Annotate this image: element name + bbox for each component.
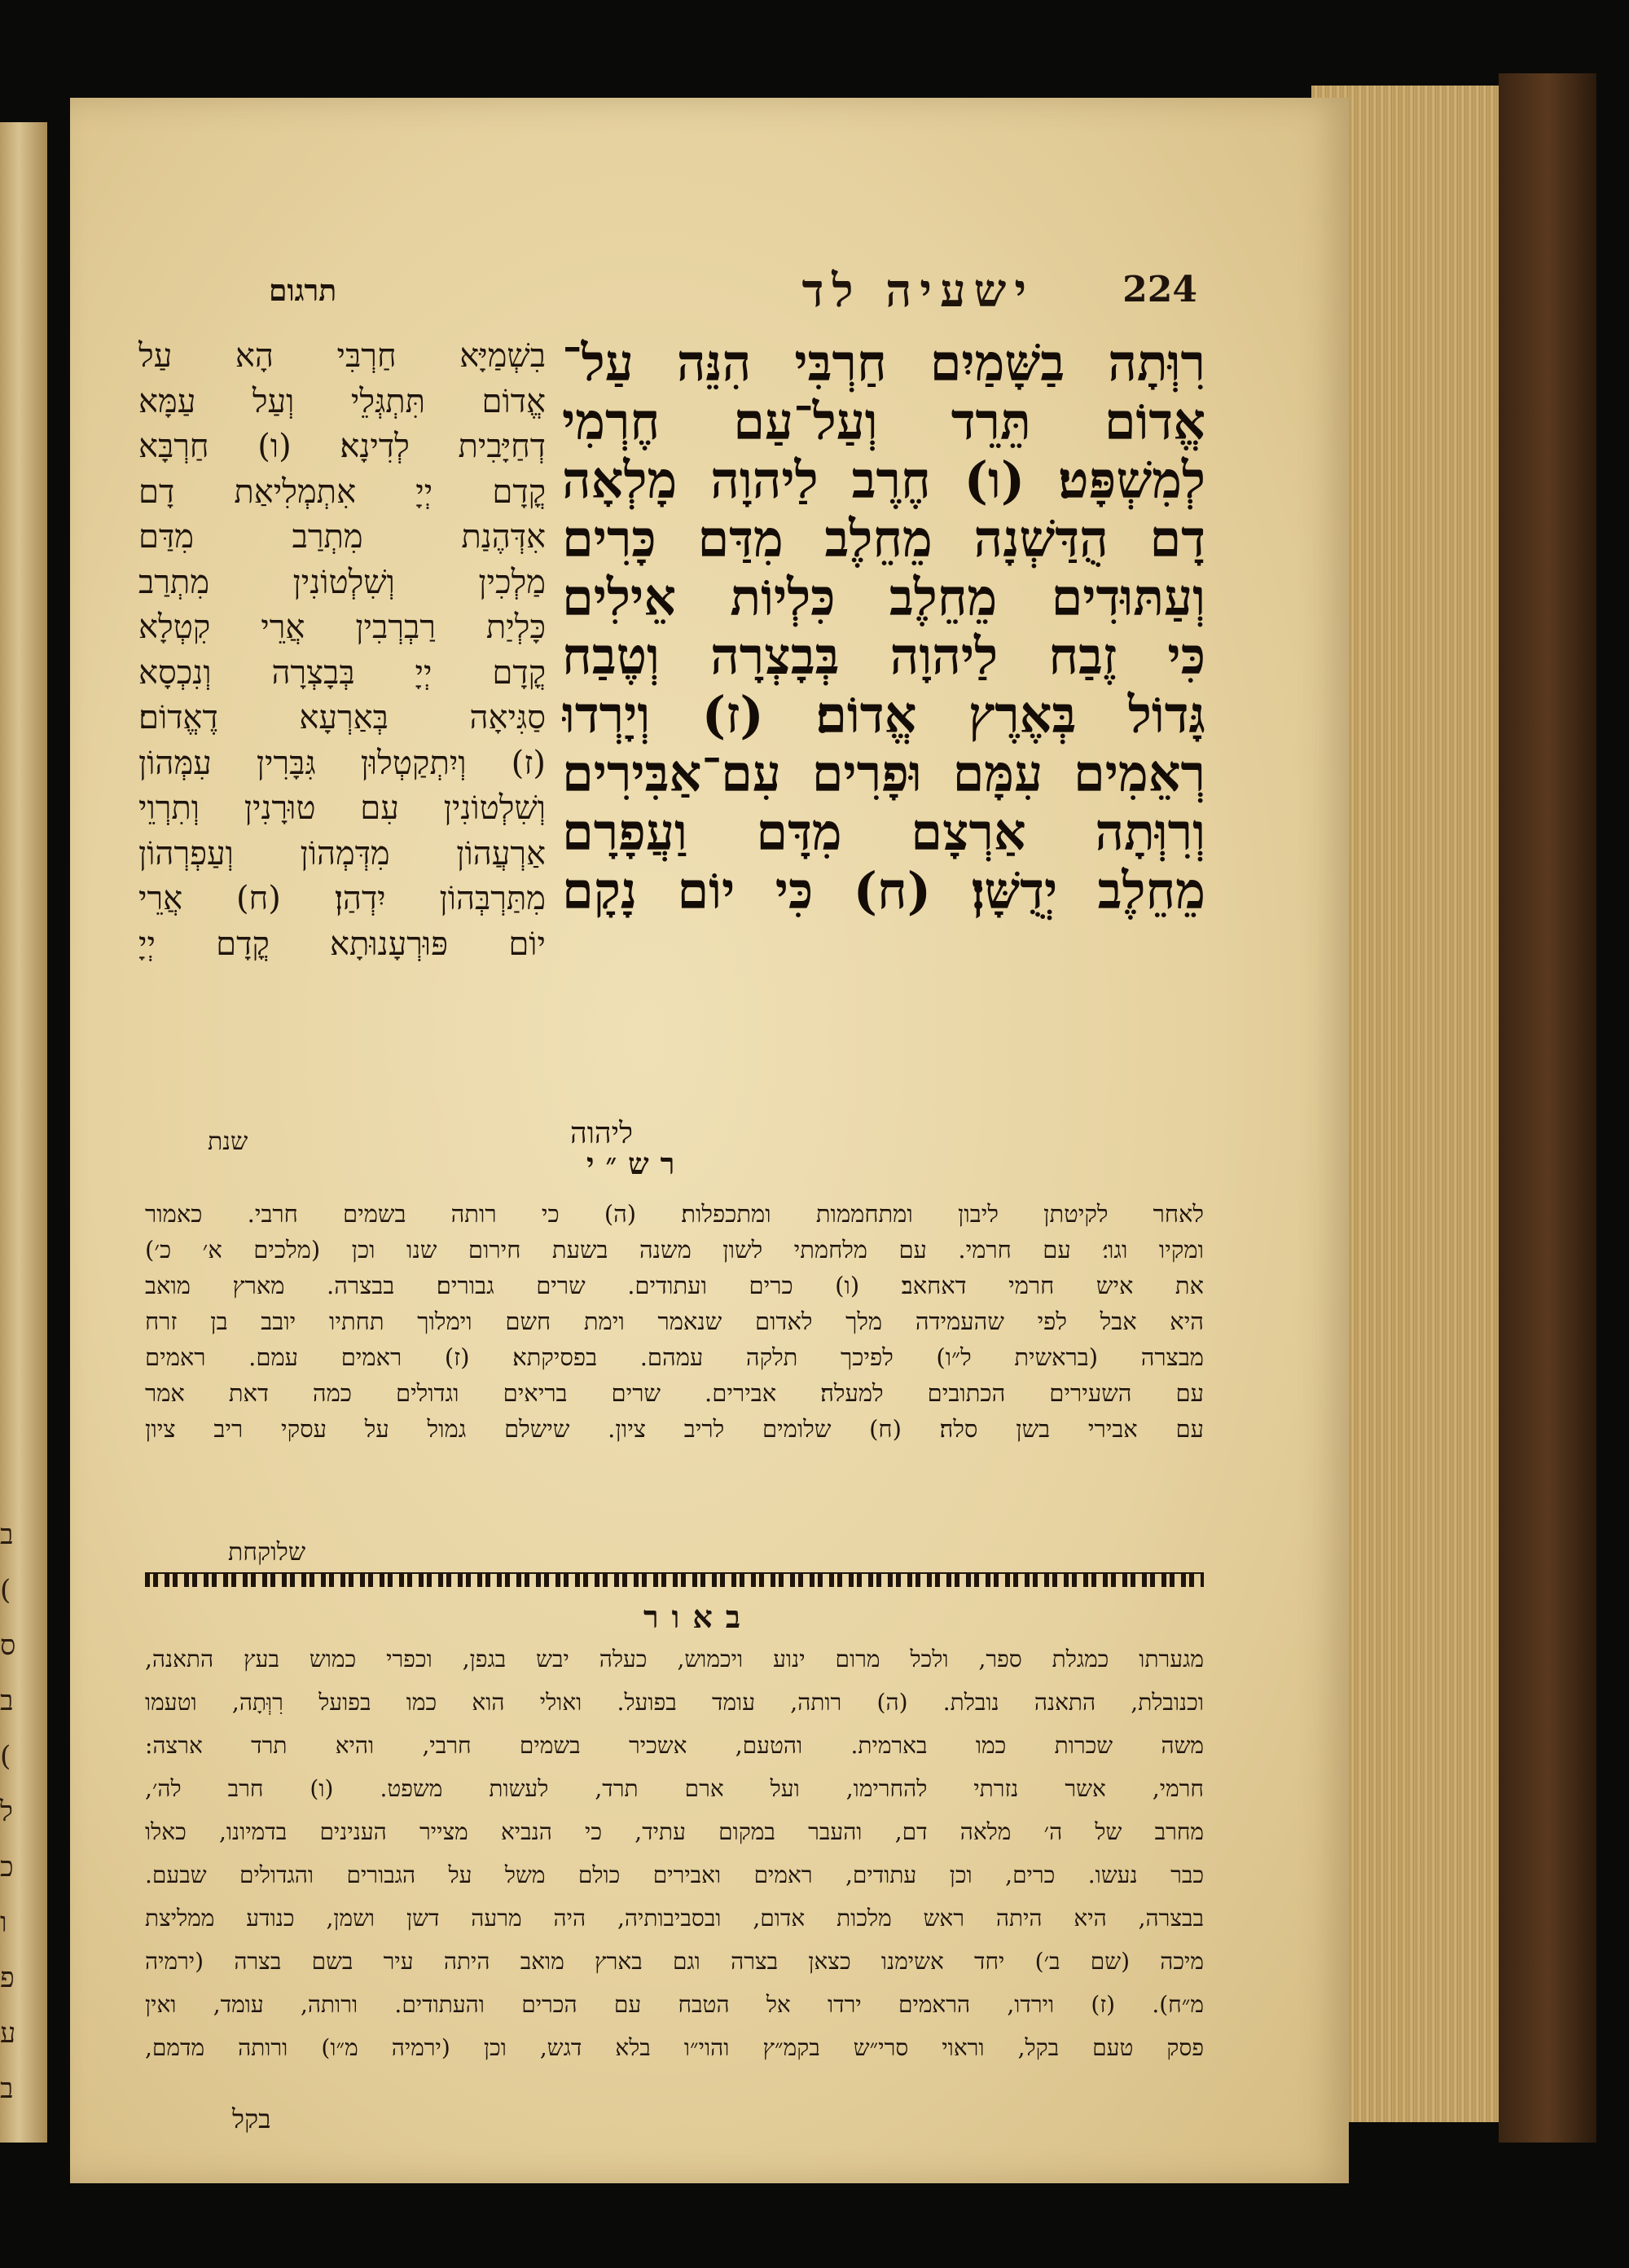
rashi-heading: רש״י [586, 1147, 687, 1181]
rashi-line: מבצרה (בראשית ל״ו) לפיכך תלקה עמהם. בפסיקתא׃ (ז) ראמים עמם. ראמים [145, 1343, 1204, 1371]
scripture-line: רִוְּתָה בַשָּׁמַיִם חַרְבִּי הִנֵּה עַל־ [562, 334, 1205, 393]
scripture-line: וְעַתּוּדִים מֵחֵלֶב כִּלְיוֹת אֵילִים [562, 569, 1205, 627]
rashi-line: היא אבל לפי שהעמידה מלך לאדום שנאמר וימת חשם וימלוך תחתיו יובב בן זרח [145, 1308, 1204, 1335]
biur-catchword: בקל [232, 2103, 271, 2134]
targum-line: כָּלְיַת רַבְרְבִין אֲרֵי קִטְלָא [138, 609, 546, 646]
targum-line: אַרְעֲהוֹן מִדְּמְהוֹן וְעַפְרְהוֹן [138, 834, 546, 872]
gutter-letter: ( [0, 1574, 11, 1606]
gutter-letter: ב [0, 2072, 14, 2105]
gutter-letter: כ [0, 1851, 14, 1883]
gutter-letter: פ [0, 1962, 15, 1994]
gutter-letter: ב [0, 1685, 14, 1717]
biur-line: חרמי, אשר נזרתי להחרימו, ועל ארם תרד, לעשות משפט. (ו) חרב לה׳, [145, 1775, 1204, 1802]
scripture-text [562, 334, 1205, 921]
gutter-letter: ע [0, 2017, 16, 2050]
rashi-line: עם אבירי בשן סלה׃ (ח) שלומים לריב ציון. שישלם גמול על עסקי ריב ציון [145, 1415, 1204, 1443]
targum-line: אֱדוֹם תִּתְגְּלֵי וְעַל עַמָּא [138, 382, 546, 420]
rashi-line: לאחר לקיטתן ליבון ומתחממות ומתכפלות׃ (ה) כי רותה בשמים חרבי. כאמור [145, 1200, 1204, 1228]
biur-line: משה שכרות כמו בארמית. והטעם, אשכיר בשמים חרבי, והיא תרד ארצה: [145, 1732, 1204, 1759]
biur-heading: באור [643, 1598, 754, 1635]
biur-line: בבצרה, היא היתה ראש מלכות אדום, ובסביבותיה, היה מרעה דשן ושמן, כנודע ממליצת [145, 1905, 1204, 1932]
targum-line: דְחַיָּבִית לְדִינָא׃ (ו) חַרְבָּא [138, 428, 546, 465]
targum-catchword: שנת [208, 1127, 248, 1156]
targum-line: קֳדָם יְיָ בְּבָצְרָה וְנִכְסָא [138, 653, 546, 692]
biur-line: מחרב של ה׳ מלאה דם, והעבר במקום עתיד, כי הנביא מצייר הענינים בדמיונו, כאלו [145, 1818, 1204, 1845]
book-cover [1499, 73, 1596, 2143]
ornamental-divider [145, 1572, 1204, 1587]
scripture-line: לְמִשְׁפָּט׃ (ו) חֶרֶב לַיהוָה מָלְאָה [562, 451, 1205, 510]
gutter-letter: ל [0, 1796, 13, 1828]
running-title: ישעיה לד [801, 264, 1034, 318]
scripture-line: דָם הֻדַּשְׁנָה מֵחֵלֶב מִדַּם כָּרִים [562, 510, 1205, 569]
targum-line: יוֹם פּוּרְעָנוּתָא קֳדָם יְיָ [138, 925, 546, 963]
running-head [269, 264, 1197, 318]
gutter-letter: ב [0, 1519, 14, 1551]
biur-line: מגערתו כמגלת ספר, ולכל מרום ינוע ויכמוש, כעלה יבש בגפן, וכפרי כמוש בעץ התאנה, [145, 1646, 1204, 1672]
biur-line: פסק טעם בקל, וראוי סרי״ש בקמ״ץ והוי״ו בלא דגש, וכן (ירמיה מ״ו) ורותה מדמם, [145, 2034, 1204, 2061]
targum-line: אִדְּהֶנַת מִתְרַב מִדַּם [138, 518, 546, 556]
biur-line: מ״ח). (ז) וירדו, הראמים ירדו אל הטבח עם הכרים והעתודים. ורותה, עומד, ואין [145, 1991, 1204, 2018]
gutter-letter: ו [0, 1906, 7, 1939]
facing-page-fragments [0, 1507, 24, 2116]
biur-line: כבר נעשו. כרים, וכן עתודים, ראמים ואבירים כולם משל על הגבורים והגדולים שבעם. [145, 1861, 1204, 1888]
rashi-line: ומקיו וגו׳׃ עם חרמי. עם מלחמתי לשון משנה בשעת חירום שנו וכן (מלכים א׳ כ׳) [145, 1236, 1204, 1264]
targum-line: (ז) וְיִתְקַטְלוּן גִּבָּרִין עִמְּהוֹן [138, 744, 546, 782]
targum-column [138, 334, 546, 967]
rashi-commentary [145, 1196, 1204, 1447]
biur-line: וכנובלת, התאנה נובלת. (ה) רותה, עומד בפועל. ואולי הוא כמו בפועל רִוְּתָה, וטעמו [145, 1689, 1204, 1716]
biur-commentary [145, 1637, 1204, 2069]
scripture-line: אֱדוֹם תֵּרֵד וְעַל־עַם חֶרְמִי [562, 393, 1205, 451]
targum-header: תרגום [269, 274, 337, 308]
targum-line: בִשְׁמַיָּא חַרְבִּי הָא עַל [138, 337, 546, 375]
targum-line: קֳדָם יְיָ אִתְמְלִיאַת דָם [138, 472, 546, 511]
scripture-line: גָּדוֹל בְּאֶרֶץ אֱדוֹם׃ (ז) וְיָרְדוּ [562, 686, 1205, 745]
page-number: 224 [1122, 269, 1197, 310]
scripture-catchword: ליהוה [570, 1117, 633, 1150]
rashi-catchword: שלוקחת [228, 1538, 306, 1567]
targum-line: מִתַּרְבְּהוֹן יִדְהַן׃ (ח) אֲרֵי [138, 880, 546, 917]
scripture-line: וְרִוְּתָה אַרְצָם מִדָּם וַעֲפָרָם [562, 803, 1205, 862]
scripture-line: רְאֵמִים עִמָּם וּפָרִים עִם־אַבִּירִים [562, 745, 1205, 803]
scripture-line: מֵחֵלֶב יְדֻשָּׁן׃ (ח) כִּי יוֹם נָקָם [562, 862, 1205, 921]
targum-line: סַגִּיאָה בְּאַרְעָא דֶאֱדוֹם׃ [138, 699, 546, 736]
gutter-letter: ( [0, 1740, 11, 1773]
scripture-line: כִּי זֶבַח לַיהוָה בְּבָצְרָה וְטֶבַח [562, 627, 1205, 686]
rashi-line: עם השעירים הכתובים למעלה׃ אבירים. שרים בריאים וגדולים כמה דאת אמר [145, 1379, 1204, 1407]
targum-line: וְשִׁלְטוֹנִין עִם טוּרָנִין וְתִרְוֵי [138, 789, 546, 827]
rashi-line: את איש חרמי דאחאב׃ (ו) כרים ועתודים. שרים גבורים׃ בבצרה. מארץ מואב [145, 1272, 1204, 1299]
biur-line: מיכה (שם ב׳) יחד אשימנו כצאן בצרה וגם בארץ מואב היתה עיר בשם בצרה (ירמיה [145, 1948, 1204, 1975]
gutter-letter: ס [0, 1629, 16, 1662]
targum-line: מַלְכִין וְשִׁלְטוֹנִין מִתְרַב [138, 563, 546, 601]
